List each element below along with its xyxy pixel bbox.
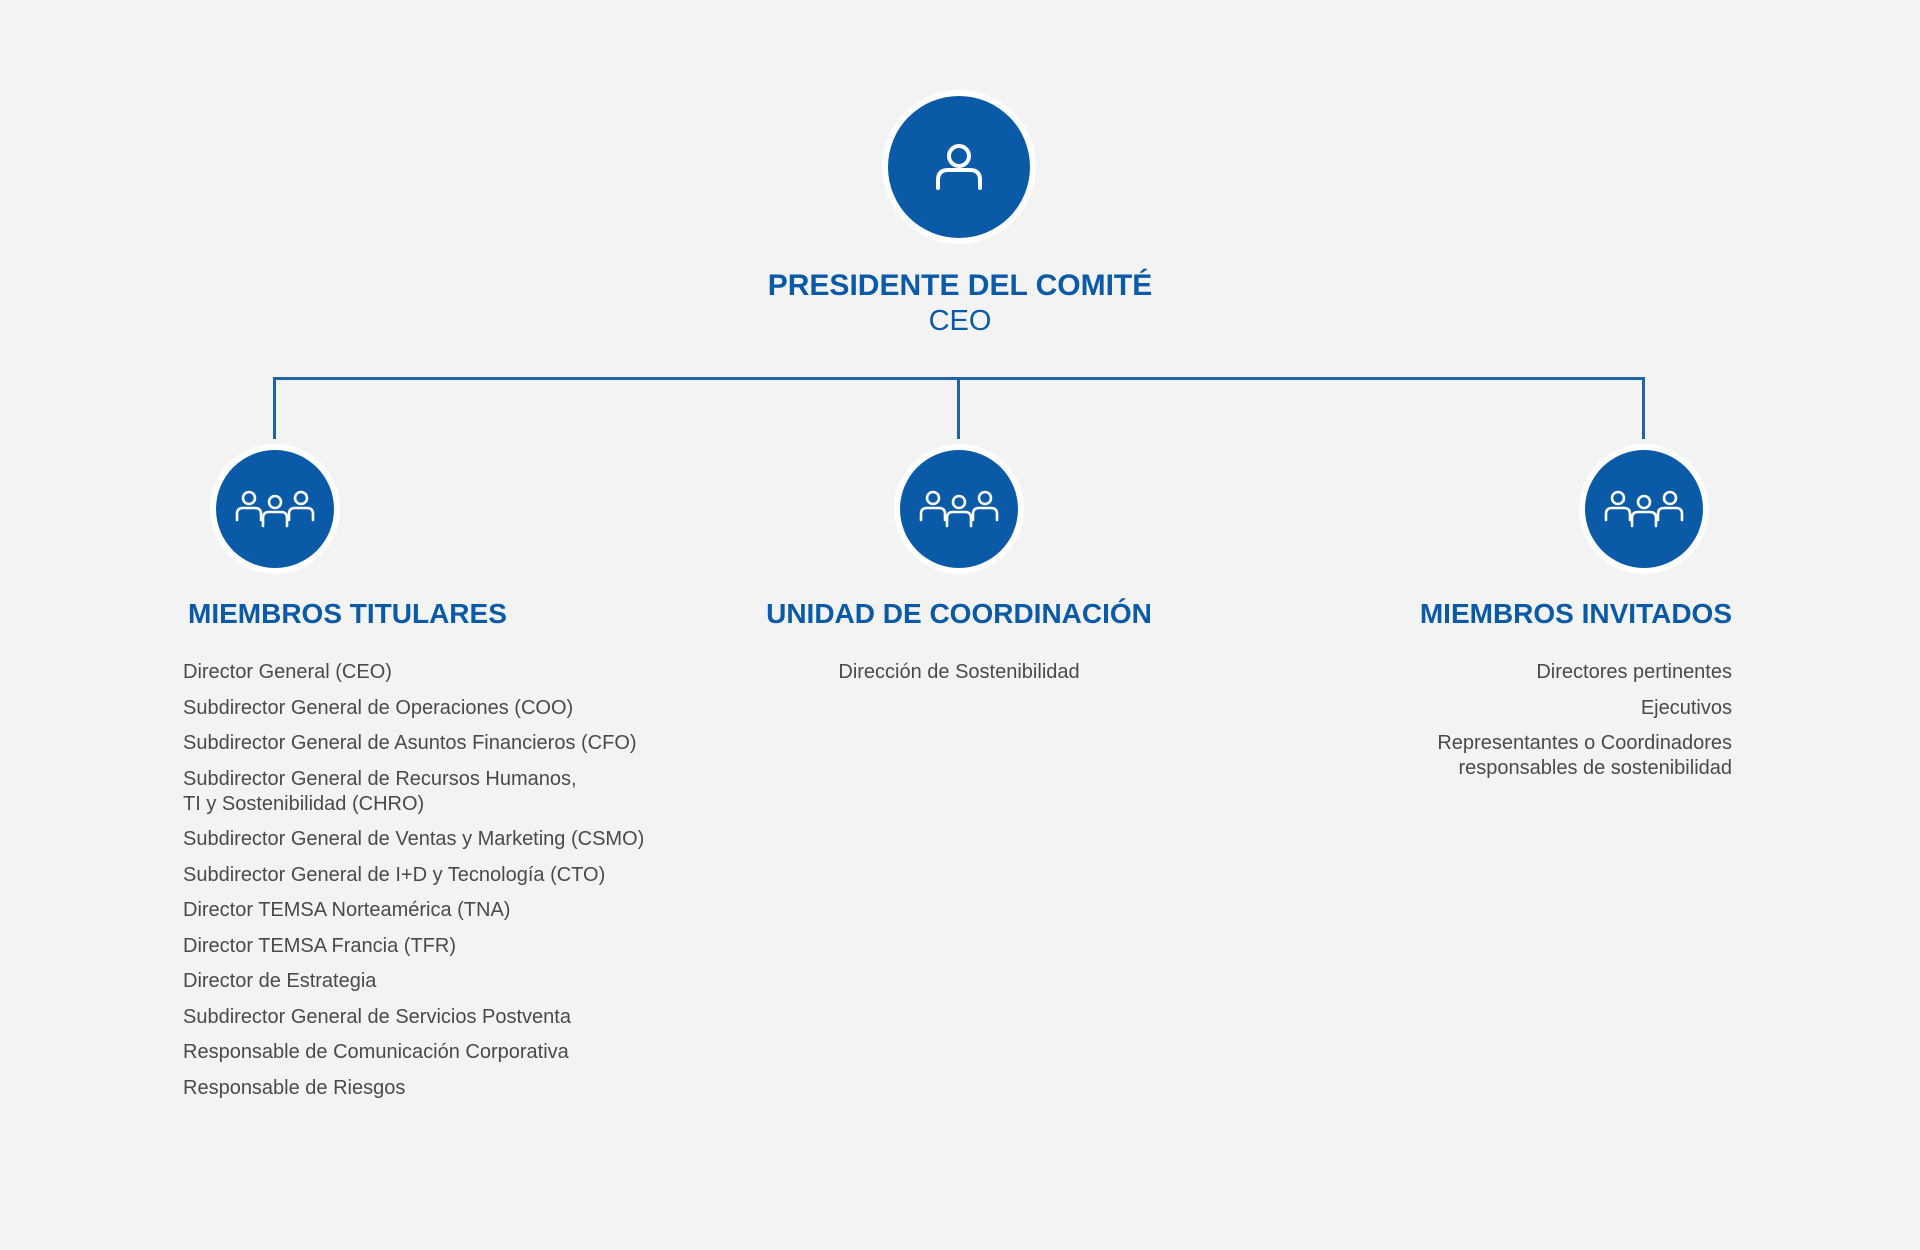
list-item: Subdirector General de Asuntos Financieros (CFO): [183, 732, 637, 754]
invitados-node-circle: [1585, 450, 1703, 568]
coordinacion-node-circle: [900, 450, 1018, 568]
list-item: Director de Estrategia: [183, 970, 377, 992]
connector-right-drop: [1642, 377, 1645, 439]
invitados-title: MIEMBROS INVITADOS: [1419, 598, 1732, 629]
list-item: Directores pertinentes: [1536, 661, 1732, 683]
list-item: Ejecutivos: [1640, 696, 1732, 719]
list-item: Director TEMSA Francia (TFR): [183, 934, 456, 957]
titulares-title: MIEMBROS TITULARES: [188, 598, 507, 629]
list-item: Responsable de Comunicación Corporativa: [183, 1041, 569, 1063]
list-item: Responsable de Riesgos: [183, 1076, 406, 1099]
list-item: Subdirector General de Ventas y Marketing (CSMO): [183, 828, 645, 850]
invitados-member-list: [1332, 660, 1732, 792]
connector-left-drop: [273, 377, 276, 439]
list-item: Subdirector General de Recursos Humanos, TI y Sostenibilidad (CHRO): [183, 767, 577, 815]
list-item: Representantes o Coordinadores responsables de sostenibilidad: [1437, 732, 1732, 779]
coordinacion-member-list: [709, 660, 1209, 696]
list-item: Director General (CEO): [183, 661, 392, 683]
president-title: PRESIDENTE DEL COMITÉ: [767, 269, 1153, 302]
person-icon: [929, 137, 989, 197]
coordinacion-title: UNIDAD DE COORDINACIÓN: [766, 598, 1152, 629]
list-item: Subdirector General de I+D y Tecnología (CTO): [183, 863, 606, 886]
president-subtitle: CEO: [928, 305, 992, 337]
president-node-circle: [888, 96, 1030, 238]
group-people-icon: [918, 488, 1000, 530]
group-people-icon: [234, 488, 316, 530]
list-item: Subdirector General de Servicios Postventa: [183, 1005, 571, 1028]
titulares-member-list: [183, 660, 703, 1111]
group-people-icon: [1603, 488, 1685, 530]
list-item: Director TEMSA Norteamérica (TNA): [183, 899, 511, 921]
list-item: Dirección de Sostenibilidad: [838, 661, 1080, 683]
list-item: Subdirector General de Operaciones (COO): [183, 696, 574, 719]
connector-center-drop: [957, 377, 960, 439]
titulares-node-circle: [216, 450, 334, 568]
